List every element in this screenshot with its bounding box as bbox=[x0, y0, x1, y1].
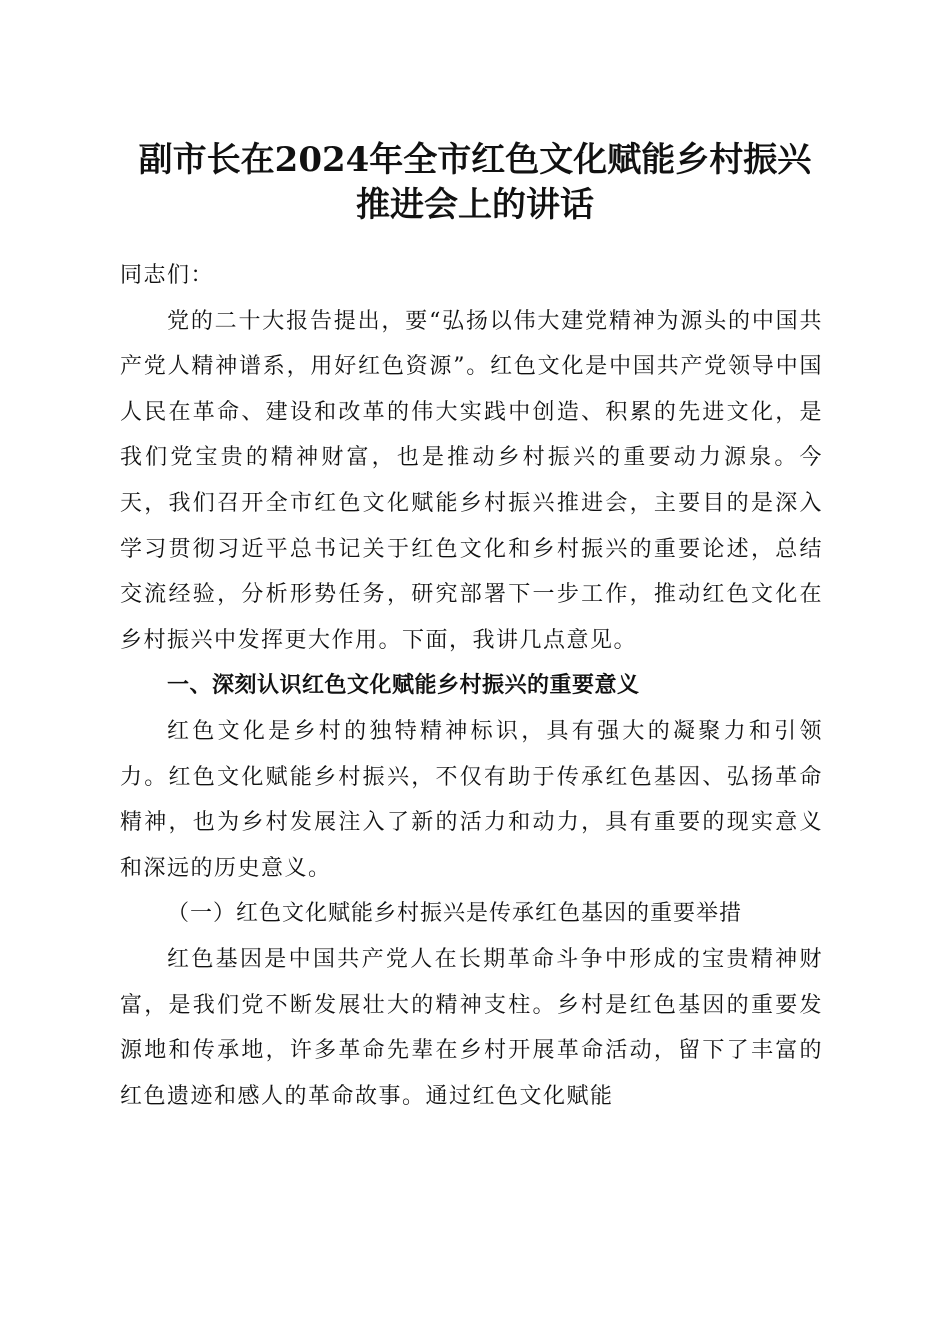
document-title-line-2: 推进会上的讲话 bbox=[356, 185, 594, 225]
intro-paragraph: 党的二十大报告提出，要“弘扬以伟大建党精神为源头的中国共产党人精神谱系，用好红色资源”。红色文化是中国共产党领导中国人民在革命、建设和改革的伟大实践中创造、积累的先进文化，是我们党宝贵的精神财富，也是推动乡村振兴的重要动力源泉。今天，我们召开全市红色文化赋能乡村振兴推进会，主要目的是深入学习贯彻习近平总书记关于红色文化和乡村振兴的重要论述，总结交流经验，分析形势任务，研究部署下一步工作，推动红色文化在乡村振兴中发挥更大作用。下面，我讲几点意见。 bbox=[120, 308, 823, 653]
salutation: 同志们： bbox=[120, 263, 215, 288]
section-heading-1: 一、深刻认识红色文化赋能乡村振兴的重要意义 bbox=[167, 673, 640, 699]
document-title-line-1: 副市长在2024年全市红色文化赋能乡村振兴 bbox=[138, 140, 812, 180]
subsection-heading-1: （一）红色文化赋能乡村振兴是传承红色基因的重要举措 bbox=[167, 901, 743, 927]
document-body bbox=[120, 253, 823, 1119]
subsection-1-paragraph: 红色基因是中国共产党人在长期革命斗争中形成的宝贵精神财富，是我们党不断发展壮大的精神支柱。乡村是红色基因的重要发源地和传承地，许多革命先辈在乡村开展革命活动，留下了丰富的红色遗迹和感人的革命故事。通过红色文化赋能 bbox=[120, 946, 823, 1109]
section-1-paragraph: 红色文化是乡村的独特精神标识，具有强大的凝聚力和引领力。红色文化赋能乡村振兴，不仅有助于传承红色基因、弘扬革命精神，也为乡村发展注入了新的活力和动力，具有重要的现实意义和深远的历史意义。 bbox=[120, 718, 823, 881]
